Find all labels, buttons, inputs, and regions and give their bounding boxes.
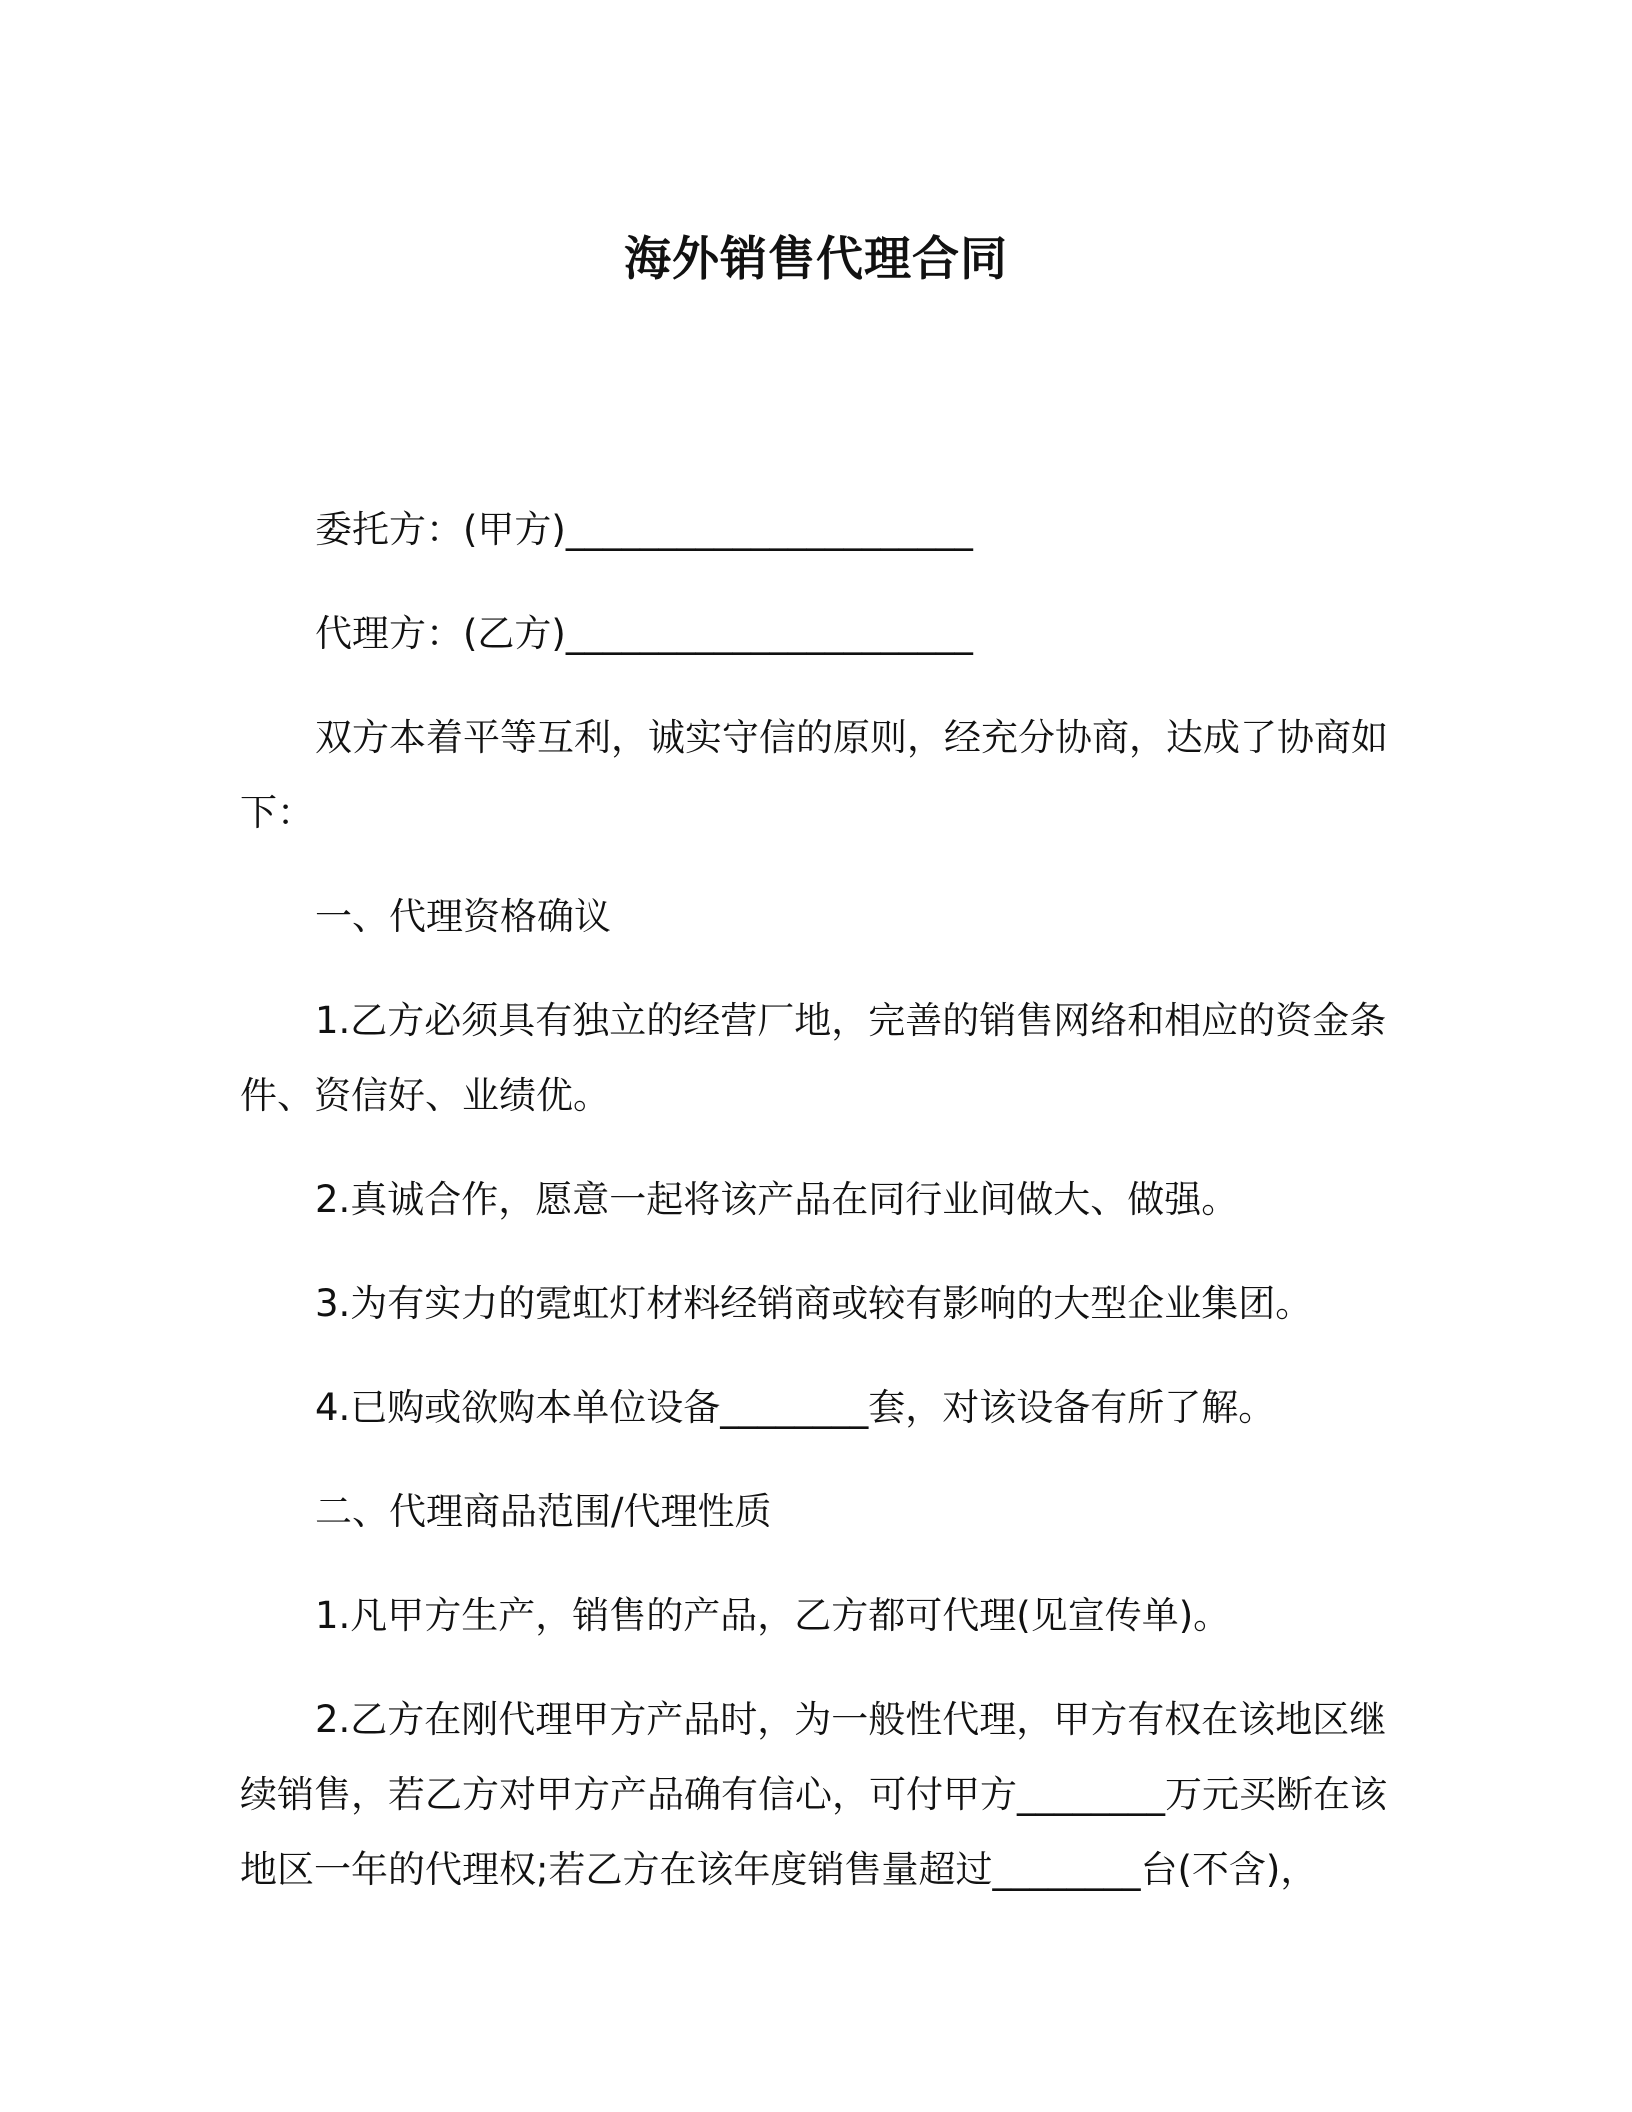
document-body bbox=[240, 492, 1390, 1936]
section-heading-qualification: 一、代理资格确议 bbox=[315, 895, 611, 938]
clause-1-3: 3.为有实力的霓虹灯材料经销商或较有影响的大型企业集团。 bbox=[315, 1282, 1313, 1325]
clause-2-2: 2.乙方在刚代理甲方产品时，为一般性代理，甲方有权在该地区继续销售，若乙方对甲方产品确有信心，可付甲方________万元买断在该地区一年的代理权;若乙方在该年度销售量超过________台(不含)， bbox=[240, 1698, 1387, 1891]
clause-1-4: 4.已购或欲购本单位设备________套，对该设备有所了解。 bbox=[315, 1386, 1276, 1429]
clause-1-2: 2.真诚合作，愿意一起将该产品在同行业间做大、做强。 bbox=[315, 1178, 1239, 1221]
paragraph-agent-party: 代理方：(乙方)______________________ bbox=[315, 612, 973, 655]
paragraph-client-party: 委托方：(甲方)______________________ bbox=[315, 508, 973, 551]
document-title: 海外销售代理合同 bbox=[624, 232, 1008, 287]
paragraph-preamble: 双方本着平等互利，诚实守信的原则，经充分协商，达成了协商如下： bbox=[240, 716, 1388, 834]
clause-2-1: 1.凡甲方生产，销售的产品，乙方都可代理(见宣传单)。 bbox=[315, 1594, 1231, 1637]
section-heading-scope: 二、代理商品范围/代理性质 bbox=[315, 1490, 772, 1533]
clause-1-1: 1.乙方必须具有独立的经营厂地，完善的销售网络和相应的资金条件、资信好、业绩优。 bbox=[240, 999, 1387, 1117]
